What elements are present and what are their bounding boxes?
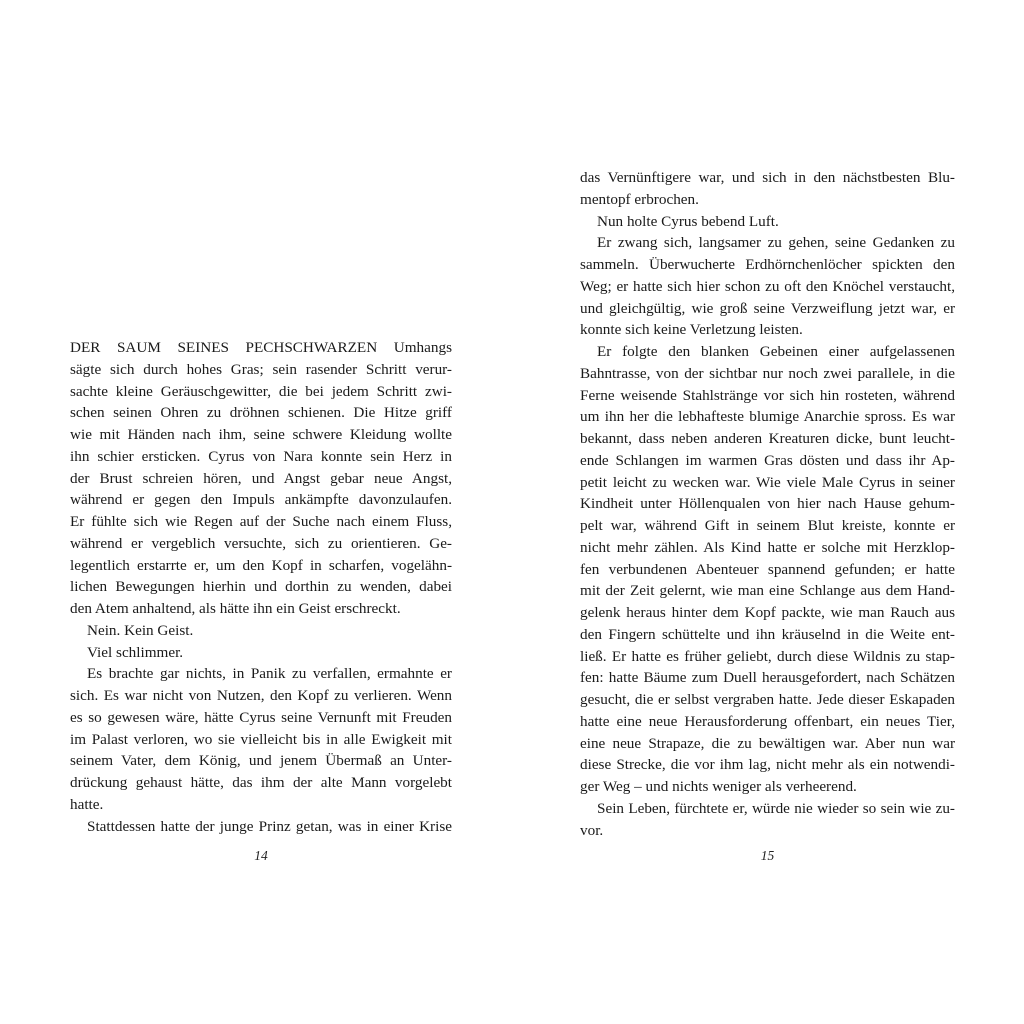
text-line: Nun holte Cyrus bebend Luft.	[597, 212, 779, 230]
left-page-text	[70, 337, 452, 837]
text-line: Weg; er hatte sich hier schon zu oft den Knöchel verstaucht,	[580, 277, 955, 295]
text-line: sich. Es war nicht von Nutzen, den Kopf zu verlieren. Wenn	[70, 687, 452, 704]
text-line: lichen Bewegungen hierhin und dorthin zu wenden, dabei	[70, 578, 452, 596]
text-line: Es brachte gar nichts, in Panik zu verfallen, ermahnte er	[87, 665, 452, 683]
text-line: eine neue Strapaze, die zu bewältigen war. Aber nun war	[580, 734, 955, 752]
text-line: vor.	[580, 821, 604, 839]
text-line: Er zwang sich, langsamer zu gehen, seine Gedanken zu	[597, 234, 955, 252]
text-line: fen: hatte Bäume zum Duell herausgefordert, nach Schätzen	[580, 669, 955, 687]
text-line: Ferne weisende Stahlstränge vor sich hin rosteten, während	[580, 386, 955, 404]
right-page-number: 15	[760, 848, 775, 863]
text-line: legentlich erstarrte er, um den Kopf in scharfen, vogelähn-	[70, 556, 452, 574]
text-line: den Atem anhaltend, als hätte ihn ein Geist erschreckt.	[70, 600, 401, 617]
text-line: sammeln. Überwucherte Erdhörnchenlöcher spickten den	[580, 256, 955, 273]
text-line: im Palast verloren, wo sie vielleicht bis in alle Ewigkeit mit	[70, 730, 452, 748]
text-line: das Vernünftigere war, und sich in den nächstbesten Blu-	[580, 169, 955, 186]
text-line: Kindheit unter Höllenqualen von hier nach Hause gehum-	[580, 495, 955, 513]
text-line: drückung gehaust hätte, das ihm der alte Mann vorgelebt	[70, 774, 452, 791]
text-line: der Brust schreien hören, und Angst gebar neue Angst,	[70, 469, 452, 487]
text-line: und gleichgültig, wie groß seine Verzweiflung jetzt war, er	[580, 299, 955, 317]
text-line: schen seinen Ohren zu dröhnen schienen. Die Hitze griff	[70, 404, 452, 422]
text-line: während er vergeblich versuchte, sich zu orientieren. Ge-	[70, 534, 452, 552]
text-line: wie mit Händen nach ihm, seine schwere Kleidung wollte	[70, 426, 452, 443]
text-line: hatte.	[70, 795, 104, 813]
text-line: während er gegen den Impuls ankämpfte davonzulaufen.	[70, 491, 452, 509]
left-page-number: 14	[254, 848, 268, 863]
text-line: mentopf erbrochen.	[580, 190, 699, 208]
text-line: Er folgte den blanken Gebeinen einer aufgelassenen	[597, 343, 955, 360]
text-line: bekannt, dass neben anderen Kreaturen dicke, bunt leucht-	[580, 430, 955, 447]
text-line: es so gewesen wäre, hätte Cyrus seine Vernunft mit Freuden	[70, 708, 452, 726]
text-line: ihn schier ersticken. Cyrus von Nara konnte sein Herz in	[70, 447, 452, 465]
text-line: fen verbundenen Abenteuer spannend gefunden; er hatte	[580, 560, 955, 578]
text-line: Viel schlimmer.	[87, 643, 184, 661]
right-page-text	[580, 167, 955, 841]
text-line: konnte sich keine Verletzung leisten.	[580, 321, 803, 339]
text-line: ende Schlangen im warmen Gras dösten und dass ihr Ap-	[580, 451, 955, 469]
text-line: seinem Vater, dem König, und jenem Übermaß an Unter-	[70, 752, 452, 770]
text-line: Stattdessen hatte der junge Prinz getan, was in einer Krise	[87, 817, 452, 835]
text-line: ger Weg – und nichts weniger als verheerend.	[580, 778, 857, 795]
text-line: pelt war, während Gift in seinem Blut kreiste, konnte er	[580, 517, 955, 534]
text-line: ließ. Er hatte es früher geliebt, durch diese Wildnis zu stap-	[580, 647, 955, 665]
text-line: petit leicht zu wecken war. Wie viele Male Cyrus in seiner	[580, 473, 955, 491]
text-line: Sein Leben, fürchtete er, würde nie wieder so sein wie zu-	[597, 799, 955, 817]
text-line: gelenk heraus hinter dem Kopf packte, wie man Rauch aus	[580, 604, 955, 621]
text-line: sachte kleine Geräuschgewitter, die bei jedem Schritt zwi-	[70, 382, 452, 400]
text-line: Nein. Kein Geist.	[87, 621, 194, 639]
text-line: Bahntrasse, von der sichtbar nur noch zwei parallele, in die	[580, 364, 955, 382]
text-line: DER SAUM SEINES PECHSCHWARZEN Umhangs	[70, 339, 452, 356]
text-line: hatte eine neue Herausforderung offenbart, ein neues Tier,	[580, 712, 955, 730]
text-line: diese Strecke, die vor ihm lag, nicht mehr als ein notwendi-	[580, 756, 955, 774]
text-line: sägte sich durch hohes Gras; sein rasender Schritt verur-	[70, 360, 452, 378]
text-line: den Fingern schüttelte und ihn kräuselnd in die Weite ent-	[580, 625, 955, 643]
text-line: um ihn her die lebhafteste blumige Anarchie spross. Es war	[580, 408, 955, 426]
text-line: Er fühlte sich wie Regen auf der Suche nach einem Fluss,	[70, 513, 452, 530]
text-line: gesucht, die er selbst vergraben hatte. Jede dieser Eskapaden	[580, 691, 955, 708]
text-line: nicht mehr zählen. Als Kind hatte er solche mit Herzklop-	[580, 538, 955, 556]
text-line: mit der Zeit gelernt, wie man eine Schlange aus dem Hand-	[580, 582, 955, 600]
